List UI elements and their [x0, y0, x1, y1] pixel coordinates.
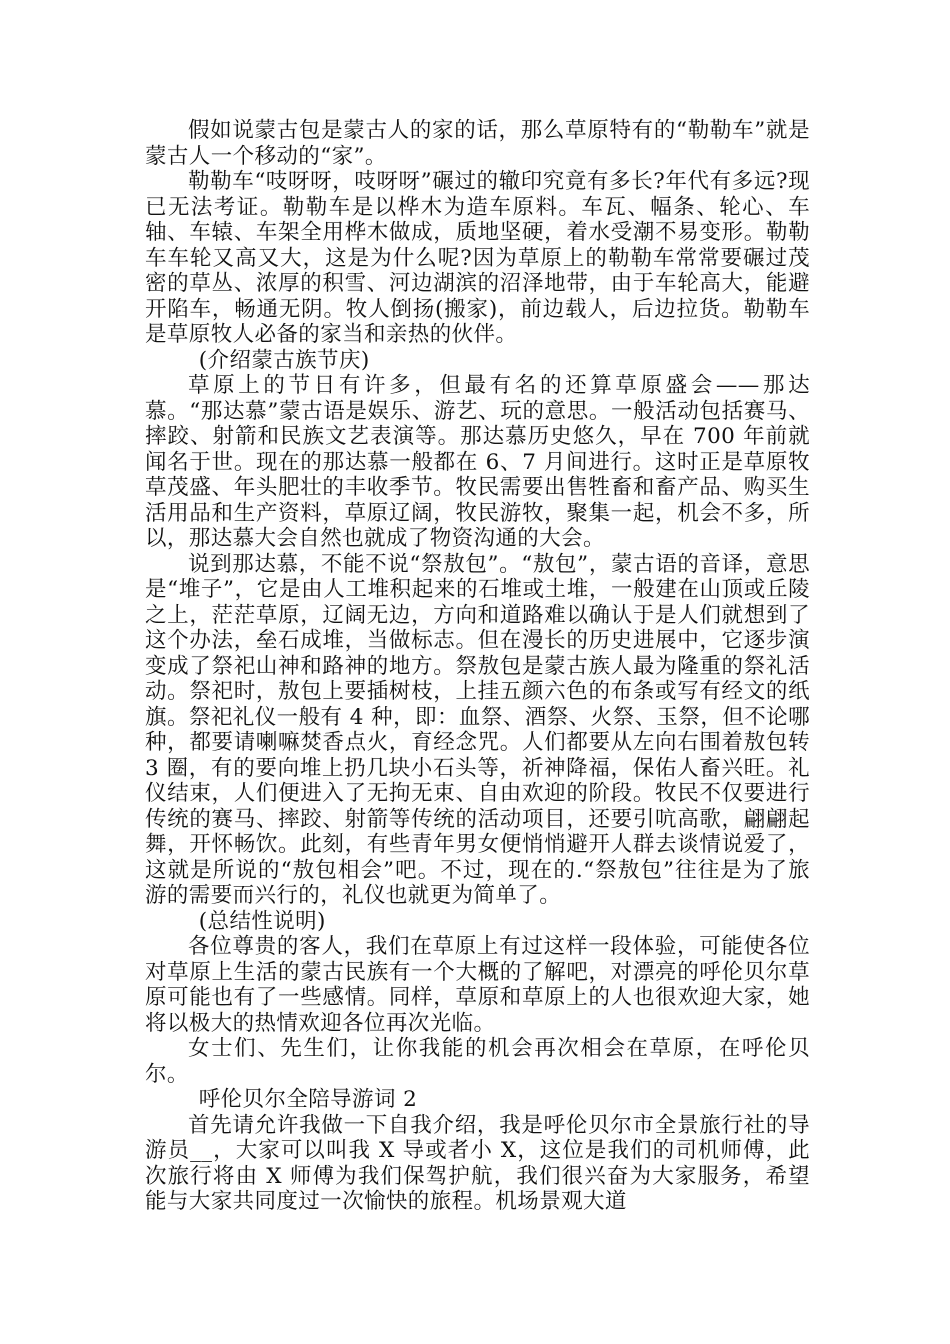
- section-heading-summary: (总结性说明): [198, 908, 326, 934]
- paragraph-lele-cart-intro: 假如说蒙古包是蒙古人的家的话，那么草原特有的“勒勒车”就是蒙古人一个移动的“家”。: [145, 118, 810, 169]
- paragraph-aobao: 说到那达慕，不能不说“祭敖包”。“敖包”，蒙古语的音译，意思是“堆子”，它是由人工堆积起来的石堆或土堆，一般建在山顶或丘陵之上，茫茫草原，辽阔无边，方向和道路难以确认于是人们就想到了这个办法，垒石成堆，当做标志。但在漫长的历史进展中，它逐步演变成了祭祀山神和路神的地方。祭敖包是蒙古族人最为隆重的祭礼活动。祭祀时，敖包上要插树枝，上挂五颜六色的布条或写有经文的纸旗。祭祀礼仪一般有 4 种，即：血祭、酒祭、火祭、玉祭，但不论哪种，都要请喇嘛焚香点火，育经念咒。人们都要从左向右围着敖包转 3 圈，有的要向堆上扔几块小石头等，祈神降福，保佑人畜兴旺。礼仪结束，人们便进入了无拘无束、自由欢迎的阶段。牧民不仅要进行传统的赛马、摔跤、射箭等传统的活动项目，还要引吭高歌，翩翩起舞，开怀畅饮。此刻，有些青年男女便悄悄避开人群去谈情说爱了，这就是所说的“敖包相会”吧。不过，现在的.“祭敖包”往往是为了旅游的需要而兴行的，礼仪也就更为简单了。: [145, 551, 810, 908]
- paragraph-lele-cart-history: 勒勒车“吱呀呀，吱呀呀”碾过的辙印究竟有多长?年代有多远?现已无法考证。勒勒车是以桦木为造车原料。车瓦、幅条、轮心、车轴、车辕、车架全用桦木做成，质地坚硬，着水受潮不易变形。勒勒车车轮又高又大，这是为什么呢?因为草原上的勒勒车常常要碾过茂密的草丛、浓厚的积雪、河边湖滨的沼泽地带，由于车轮高大，能避开陷车，畅通无阴。牧人倒扬(搬家)，前边载人，后边拉货。勒勒车是草原牧人必备的家当和亲热的伙伴。: [145, 169, 810, 347]
- paragraph-naadam: 草原上的节日有许多，但最有名的还算草原盛会——那达慕。“那达慕”蒙古语是娱乐、游艺、玩的意思。一般活动包括赛马、摔跤、射箭和民族文艺表演等。那达慕历史悠久，早在 700 年前就闻名于世。现在的那达慕一般都在 6、7 月间进行。这时正是草原牧草茂盛、年头肥壮的丰收季节。牧民需要出售牲畜和畜产品、购买生活用品和生产资料，草原辽阔，牧民游牧，聚集一起，机会不多，所以，那达慕大会自然也就成了物资沟通的大会。: [145, 373, 810, 551]
- paragraph-farewell: 女士们、先生们，让你我能的机会再次相会在草原，在呼伦贝尔。: [145, 1036, 810, 1087]
- section-title-guide-speech-2: 呼伦贝尔全陪导游词 2: [198, 1087, 418, 1112]
- section-heading-festivals: (介绍蒙古族节庆): [198, 347, 370, 373]
- paragraph-self-introduction: 首先请允许我做一下自我介绍，我是呼伦贝尔市全景旅行社的导游员__，大家可以叫我 X 导或者小 X，这位是我们的司机师傅，此次旅行将由 X 师傅为我们保驾护航，我们很兴奋为大家服务，希望能与大家共同度过一次愉快的旅程。机场景观大道: [145, 1112, 810, 1214]
- document-page: [145, 118, 810, 1215]
- paragraph-summary: 各位尊贵的客人，我们在草原上有过这样一段体验，可能使各位对草原上生活的蒙古民族有一个大概的了解吧，对漂亮的呼伦贝尔草原可能也有了一些感情。同样，草原和草原上的人也很欢迎大家，她将以极大的热情欢迎各位再次光临。: [145, 934, 810, 1036]
